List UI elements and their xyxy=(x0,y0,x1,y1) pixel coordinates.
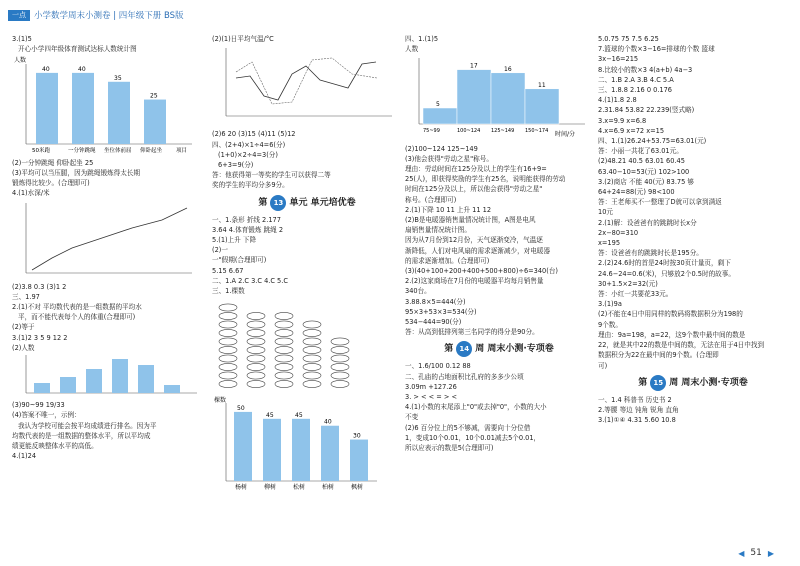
data-label: 40 xyxy=(324,419,332,427)
x-tick-label: 一分钟跳绳 xyxy=(68,148,96,155)
oval-mark xyxy=(275,347,293,354)
oval-mark xyxy=(247,313,265,320)
section-title: 周 周末小测·专项卷 xyxy=(475,344,554,355)
bar xyxy=(350,440,368,481)
page-footer xyxy=(738,548,774,558)
oval-mark xyxy=(219,372,237,379)
data-label: 45 xyxy=(266,412,274,420)
oval-mark xyxy=(219,338,237,345)
oval-mark xyxy=(275,355,293,362)
answers-block xyxy=(598,395,788,426)
oval-mark xyxy=(303,364,321,371)
text-line: 2.(2)24.6时的首是24时按30页计量页，剩下 xyxy=(598,259,731,268)
oval-mark xyxy=(275,321,293,328)
text-line: 三、1.97 xyxy=(12,292,40,301)
oval-mark xyxy=(275,330,293,337)
text-line: 可) xyxy=(598,361,608,370)
histogram-time xyxy=(405,54,593,140)
data-label: 17 xyxy=(470,63,478,71)
bar xyxy=(491,73,525,124)
data-label: 45 xyxy=(295,412,303,420)
text-line: 2.31.84 53.82 22.239(竖式略) xyxy=(598,106,695,115)
oval-mark xyxy=(275,313,293,320)
text-line: 5.(1)上升 下降 xyxy=(212,236,257,245)
text-line: (3)(40+100+200+400+500+800)÷6=340(台) xyxy=(405,267,558,276)
text-line: 95×3+53×3=534(分) xyxy=(405,307,477,316)
bar xyxy=(144,100,166,144)
bar xyxy=(457,70,491,124)
section-prefix: 第 xyxy=(258,197,268,208)
section-heading xyxy=(405,341,593,357)
text-line: 4.(1)水深/米 xyxy=(12,189,50,198)
oval-mark xyxy=(303,347,321,354)
brand-tag: 一点 xyxy=(8,10,30,21)
text-line: 3.09m +127.26 xyxy=(405,382,457,391)
oval-mark xyxy=(219,347,237,354)
text-line: 4.(1)小数的末尾添上"0"或去掉"0"，小数的大小 xyxy=(405,403,547,412)
oval-mark xyxy=(247,330,265,337)
text-line: 一、1.6/100 0.12 88 xyxy=(405,362,471,371)
oval-mark xyxy=(247,347,265,354)
text-line: (2)48.21 40.5 63.01 60.45 xyxy=(598,157,685,166)
text-line: (4)答案不唯一，示例： xyxy=(12,411,81,420)
x-tick-label: 枫树 xyxy=(351,484,364,492)
x-tick-label: 75~99 xyxy=(423,128,440,135)
oval-mark xyxy=(219,355,237,362)
oval-mark xyxy=(219,313,237,320)
text-line: 四、1.(1)5 xyxy=(405,35,439,43)
text-line: (2)100~124 125~149 xyxy=(405,144,478,153)
oval-mark xyxy=(331,347,349,354)
x-tick-label: 仰卧起坐 xyxy=(140,148,163,155)
data-label: 50 xyxy=(237,405,245,413)
answers-block xyxy=(598,34,788,371)
text-line: 22，就是其中22的数是中间的数，无法在用于4日中找到 xyxy=(598,341,765,350)
text-line: 答：他获得第一等奖的学生可以获得二等 xyxy=(212,171,331,180)
text-line: 二、1.B 2.A 3.B 4.C 5.A xyxy=(598,75,674,84)
bar-chart-fitness xyxy=(12,54,202,154)
section-heading xyxy=(212,195,402,211)
text-line: 5.0.75 75 7.5 6.25 xyxy=(598,35,659,43)
text-line: (2)B是电暖器销售量情况统计图，A图是电风 xyxy=(405,216,536,225)
text-line: (2)一 xyxy=(212,246,228,255)
text-line: 4.(1)24 xyxy=(12,452,37,461)
text-line: (3)平均可以当压腿，因为跳绳锻炼得太长期 xyxy=(12,168,141,177)
x-tick-label: 100~124 xyxy=(457,128,481,135)
text-line: 四、1.(1)26.24+53.75=63.01(元) xyxy=(598,137,707,146)
next-arrow-icon: ▶ xyxy=(767,548,774,558)
oval-mark xyxy=(303,321,321,328)
oval-mark xyxy=(303,355,321,362)
text-line: 2x−80=310 xyxy=(598,228,639,237)
chart-title: 开心小学四年级体育测试达标人数统计图 xyxy=(18,45,137,54)
text-line: 3.(2)商店 不能 40(元) 83.75 够 xyxy=(598,177,694,186)
text-line: 我认为学校可能会按平均成绩进行排名。因为平 xyxy=(18,421,157,430)
text-line: (2)(1)日平均气温/°C xyxy=(212,35,274,43)
oval-mark xyxy=(331,372,349,379)
text-line: 数据积分为22在最中间的9个数。(合理即 xyxy=(598,351,719,360)
y-axis-label: 棵数 xyxy=(214,397,227,405)
text-line: 答：王老师买不一整理了D就可以拿到满返 xyxy=(598,198,722,207)
data-label: 25 xyxy=(150,92,158,100)
x-tick-label: 150~174 xyxy=(525,128,549,135)
x-tick-label: 杨树 xyxy=(235,484,248,492)
oval-mark xyxy=(275,381,293,388)
x-tick-label: 项目 xyxy=(176,148,188,155)
text-line: 理由：9a=198，a=22，这9个数中最中间的数是 xyxy=(598,330,746,339)
oval-mark xyxy=(331,364,349,371)
oval-mark xyxy=(275,338,293,345)
text-line: 的需求逐渐增加。(合理即可) xyxy=(405,256,490,265)
text-line: 2.(2)这家商场在7月份的电暖器平均每月销售量 xyxy=(405,277,544,286)
text-line: 人数 xyxy=(405,45,419,54)
text-line: (2)6 20 (3)15 (4)11 (5)12 xyxy=(212,130,296,139)
text-line: 渐降低，人们对电风扇的需求逐渐减少，对电暖器 xyxy=(405,246,551,255)
oval-mark xyxy=(275,364,293,371)
data-label: 40 xyxy=(42,66,50,74)
text-line: (3)90~99 19/33 xyxy=(12,401,65,410)
text-line: (1+0)×2÷4=3(分) xyxy=(218,150,278,159)
data-label: 11 xyxy=(538,82,546,90)
text-line: 1，变成10个0.01，10个0.01减去5个0.01， xyxy=(405,433,541,442)
text-line: 3.(1)9a xyxy=(598,300,622,309)
text-line: 8.比较小的数×3 4(a+b) 4a−3 xyxy=(598,65,693,74)
text-line: 534−444=90(分) xyxy=(405,318,462,327)
text-line: 一"假期(合理即可) xyxy=(212,256,267,265)
section-heading xyxy=(598,375,788,391)
text-line: 三、1.8.8 2.16 0 0.176 xyxy=(598,86,673,95)
text-line: 因为从7月份到12月份，天气逐渐变冷，气温逐 xyxy=(405,236,543,245)
text-line: 答：小丽一共花了63.01元。 xyxy=(598,147,683,156)
text-line: x=195 xyxy=(598,239,621,248)
text-line: 2.(1)解：设爸爸有的跳跳时长x分 xyxy=(598,218,697,227)
bar-chart-scores xyxy=(12,353,202,397)
oval-mark xyxy=(247,338,265,345)
column-1 xyxy=(12,34,202,461)
data-label: 35 xyxy=(114,75,122,83)
y-axis-label: 人数 xyxy=(14,57,27,65)
text-line: 30+1.5×2=32(元) xyxy=(598,279,658,288)
text-line: 扇销售量情况统计图。 xyxy=(405,226,471,235)
text-line: 3.64 4.体育锻炼 跳绳 2 xyxy=(212,225,284,234)
text-line: 3x−16=215 xyxy=(598,55,639,64)
text-line: 答：小红一共要花33元。 xyxy=(598,290,673,299)
bar xyxy=(234,412,252,481)
column-2 xyxy=(212,34,402,497)
column-3 xyxy=(405,34,593,453)
text-line: 答：从高到低排列第三名同学的得分是90分。 xyxy=(405,328,539,337)
text-line: 9个数。 xyxy=(598,320,622,329)
oval-mark xyxy=(303,338,321,345)
text-line: 4.x=6.9 x=72 x=15 xyxy=(598,126,665,135)
section-prefix: 第 xyxy=(638,377,648,388)
oval-mark xyxy=(331,338,349,345)
text-line: 理由：劳动时间在125分及以上的学生有16+9= xyxy=(405,165,547,174)
text-line: 绩更能反映整体水平的高低。 xyxy=(12,442,98,451)
bar xyxy=(36,73,58,144)
text-line: 7.篮球的个数×3−16=排球的个数 篮球 xyxy=(598,45,715,54)
answers-block xyxy=(405,144,593,338)
oval-mark xyxy=(303,372,321,379)
column-4 xyxy=(598,34,788,425)
text-line: 一、1.4 科普书 历史书 2 xyxy=(598,395,672,404)
text-line: 64+24=88(元) 98<100 xyxy=(598,188,675,197)
text-line: 25(人)，即获得奖励的学生有25名，说明能获得的劳动 xyxy=(405,175,566,184)
text-line: 二、1.A 2.C 3.C 4.C 5.C xyxy=(212,276,288,285)
section-prefix: 第 xyxy=(444,344,454,355)
oval-mark xyxy=(219,304,237,311)
bar xyxy=(321,426,339,481)
section-title: 周 周末小测·专项卷 xyxy=(669,377,748,388)
oval-mark xyxy=(331,355,349,362)
text-line: 锻炼得比较少。(合理即可) xyxy=(12,179,90,188)
x-tick-label: 柳树 xyxy=(264,484,277,492)
text-line: 340台。 xyxy=(405,287,431,296)
oval-mark xyxy=(247,355,265,362)
text-line: 2.等腰 等边 钝角 锐角 直角 xyxy=(598,405,679,414)
page-number: 51 xyxy=(750,548,762,558)
section-number: 14 xyxy=(456,341,472,357)
oval-mark xyxy=(303,381,321,388)
text-line: (2)一分钟跳绳 仰卧起坐 25 xyxy=(12,158,94,167)
oval-mark xyxy=(219,330,237,337)
section-number: 13 xyxy=(270,195,286,211)
text-line: 2.(1)下降 10 11 上升 11 12 xyxy=(405,205,492,214)
oval-mark xyxy=(247,381,265,388)
bar xyxy=(108,82,130,144)
oval-mark xyxy=(247,364,265,371)
text-line: 不变 xyxy=(405,413,419,422)
text-line: 二、孔庙的占地面积比孔府的多多少公顷 xyxy=(405,372,524,381)
text-line: (3)他会获得"劳动之星"称号。 xyxy=(405,154,493,163)
section-title: 单元 单元培优卷 xyxy=(289,197,356,208)
section-number: 15 xyxy=(650,375,666,391)
oval-pictograph xyxy=(212,296,372,392)
bar xyxy=(263,419,281,481)
text-line: 称号。(合理即可) xyxy=(405,195,457,204)
book-title: 小学数学周末小测卷 | 四年级下册 BS版 xyxy=(34,11,184,21)
oval-mark xyxy=(247,372,265,379)
text-line: 3.88.8×5=444(分) xyxy=(405,297,466,306)
bar xyxy=(525,89,559,124)
data-label: 16 xyxy=(504,66,512,74)
text-line: 均数代表的是一组数据的整体水平，所以平均成 xyxy=(12,431,151,440)
prev-arrow-icon: ◀ xyxy=(738,548,745,558)
line-chart-temperature xyxy=(212,44,402,126)
data-label: 5 xyxy=(436,101,440,109)
text-line: 奖的学生的平均分多9分。 xyxy=(212,181,289,190)
data-label: 30 xyxy=(353,432,361,440)
bar xyxy=(423,108,457,124)
text-line: 所以应表示的数是5(合理即可) xyxy=(405,444,494,453)
text-line: 时间在125分及以上，所以他会获得"劳动之星" xyxy=(405,185,543,194)
oval-mark xyxy=(275,372,293,379)
text-line: 10元 xyxy=(598,208,613,217)
x-tick-label: 125~149 xyxy=(491,128,515,135)
text-line: 6+3=9(分) xyxy=(218,161,254,170)
text-line: 2.(1)不对 平均数代表的是一组数据的平均水 xyxy=(12,303,142,312)
text-line: (2)3.8 0.3 (3)1 2 xyxy=(12,282,67,291)
text-line: 三、1.棵数 xyxy=(212,287,245,296)
x-tick-label: 50米跑 xyxy=(32,148,50,155)
text-line: 24.6−24=0.6(米)，只够放2个0.5时的故事。 xyxy=(598,269,735,278)
oval-mark xyxy=(247,321,265,328)
bar xyxy=(72,73,94,144)
text-line: (2)不能在4日中用同样的数码将数据积分为198的 xyxy=(598,310,743,319)
oval-mark xyxy=(331,381,349,388)
text-line: 四、(2+4)×1÷4=6(分) xyxy=(212,140,286,149)
data-label: 40 xyxy=(78,66,86,74)
x-axis-label: 时间/分 xyxy=(555,131,576,139)
text-line: (2)等于 xyxy=(12,323,35,332)
text-line: 3.x=9.9 x=6.8 xyxy=(598,116,647,125)
oval-mark xyxy=(219,364,237,371)
text-line: 3.(1)5 xyxy=(12,35,32,43)
page-header xyxy=(8,8,184,22)
text-line: 5.15 6.67 xyxy=(212,266,244,275)
text-line: 一、1.条形 折线 2.177 xyxy=(212,215,281,224)
x-tick-label: 柏树 xyxy=(322,484,335,492)
x-tick-label: 坐位体前屈 xyxy=(104,148,132,155)
answers-block xyxy=(405,361,593,453)
text-line: 4.(1)1.8 2.8 xyxy=(598,96,637,105)
oval-mark xyxy=(219,321,237,328)
bar xyxy=(292,419,310,481)
text-line: 答：设爸爸有的跳跳时长是195分。 xyxy=(598,249,703,258)
x-tick-label: 松树 xyxy=(293,484,306,492)
text-line: 3. > < < = > < xyxy=(405,393,458,402)
text-line: (2)人数 xyxy=(12,343,35,352)
text-line: 3.(1)2 3 5 9 12 2 xyxy=(12,333,68,342)
bar-chart-trees xyxy=(212,395,382,493)
oval-mark xyxy=(219,381,237,388)
line-chart-water-depth xyxy=(12,198,202,278)
text-line: (2)6 百分位上的5不够减，需要向十分位借 xyxy=(405,423,531,432)
oval-mark xyxy=(303,330,321,337)
text-line: 3.(1)①④ 4.31 5.60 10.8 xyxy=(598,416,676,425)
text-line: 63.40−10=53(元) 102>100 xyxy=(598,167,690,176)
text-line: 平，而不能代表每个人的体重(合理即可) xyxy=(18,313,136,322)
